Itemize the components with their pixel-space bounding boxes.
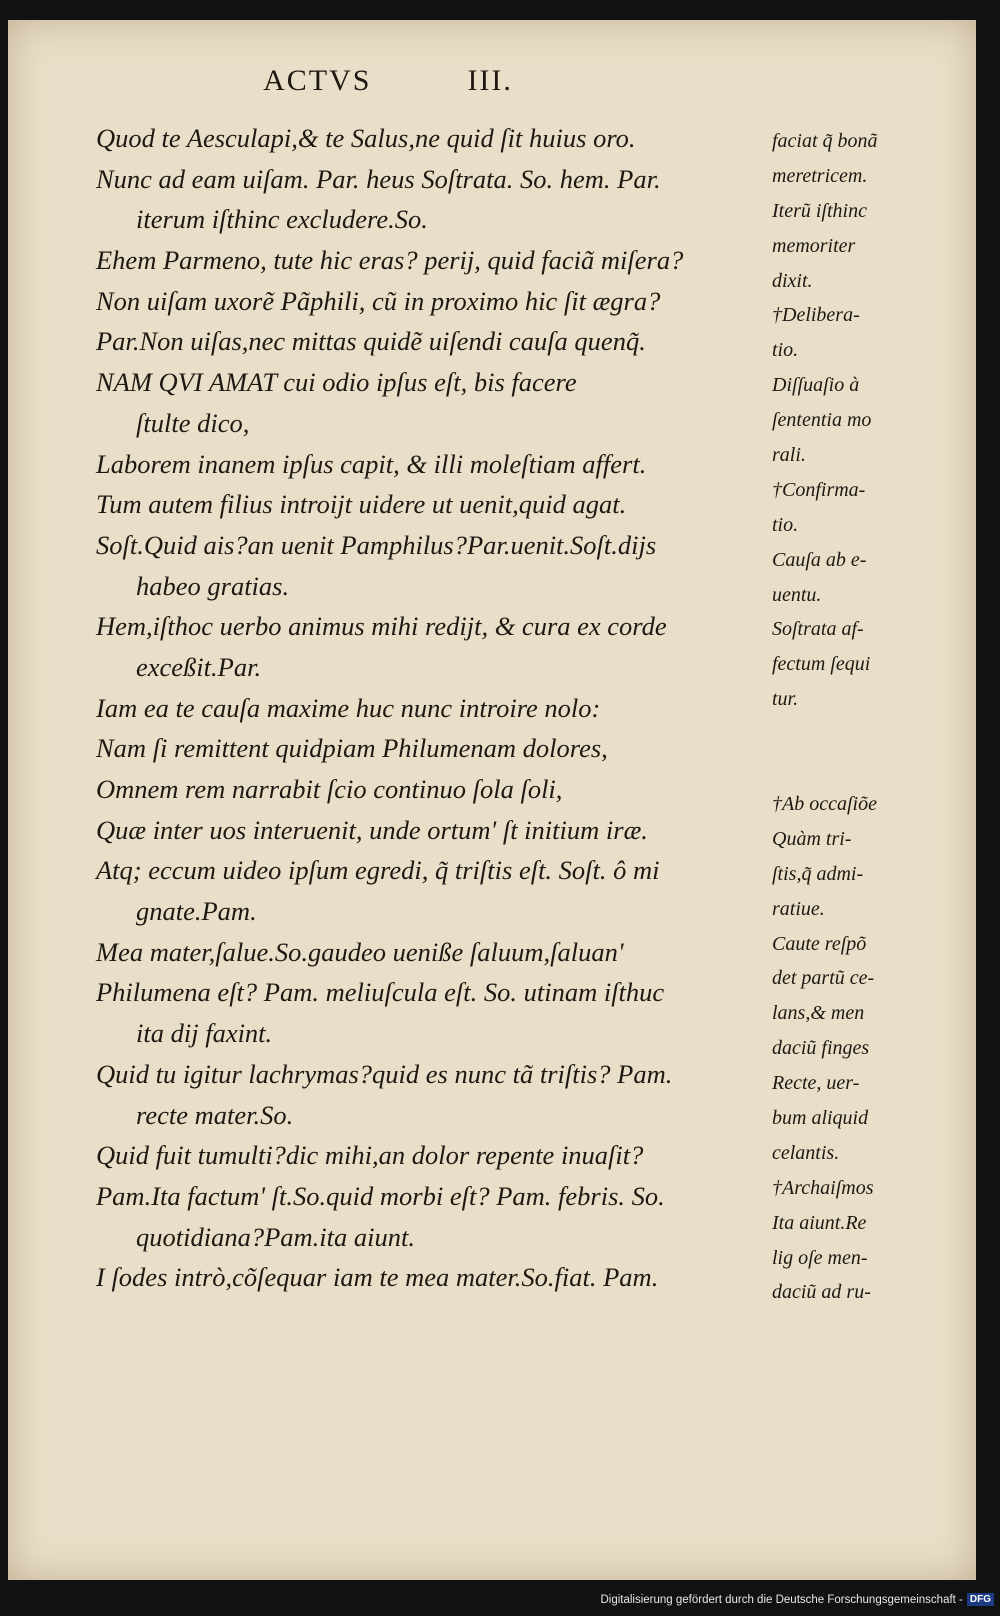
text-line: I ſodes intrò,cõſequar iam te mea mater.So.fiat. Pam. [96,1262,659,1293]
text-line: Mea mater,ſalue.So.gaudeo ueniße ſaluum,ſaluan' [96,936,624,967]
marginal-note-line: uentu. [772,583,822,606]
book-page [8,20,976,1580]
marginal-note-line: Iterũ iſthinc [772,199,867,222]
text-line: Quid fuit tumulti?dic mihi,an dolor repente inuaſit? [96,1140,644,1171]
text-line: Nunc ad eam uiſam. Par. heus Soſtrata. So. hem. Par. [96,163,661,194]
text-line: Ehem Parmeno, tute hic eras? perij, quid faciã miſera? [96,245,684,276]
marginal-note-line: lans,& men [772,1002,865,1025]
marginal-note-line: det partũ ce- [772,967,875,990]
marginal-notes-column [772,124,968,1310]
marginal-note-line: faciat q̃ bonã [772,130,878,152]
text-line: Soſt.Quid ais?an uenit Pamphilus?Par.uenit.Soſt.dijs [96,529,657,560]
marginal-note-line: tio. [772,339,799,362]
marginal-note-line: Ita aiunt.Re [772,1211,867,1234]
text-line: quotidiana?Pam.ita aiunt. [136,1221,415,1252]
marginal-note-line: ſententia mo [772,409,872,432]
text-line: Hem,iſthoc uerbo animus mihi redijt, & cura ex corde [96,611,667,642]
text-line: gnate.Pam. [136,896,257,927]
marginal-note-line [772,717,968,787]
marginal-note-line: daciũ finges [772,1037,870,1060]
marginal-note-line: Caute reſpõ [772,932,867,955]
text-line: Pam.Ita factum' ſt.So.quid morbi eſt? Pam. febris. So. [96,1180,665,1211]
text-line: ita dij faxint. [136,1018,273,1049]
text-line: Philumena eſt? Pam. meliuſcula eſt. So. utinam iſthuc [96,977,665,1008]
marginal-note-line: rali. [772,444,806,467]
marginal-note-line: Diſſuaſio à [772,374,860,397]
text-line: ſtulte dico, [136,407,250,438]
dfg-logo: DFG [967,1593,994,1606]
text-line: Iam ea te cauſa maxime huc nunc introire nolo: [96,692,601,723]
marginal-note-line: †Ab occaſiõe [772,792,877,815]
marginal-note-line: daciũ ad ru- [772,1281,871,1304]
text-line: Non uiſam uxorẽ Pãphili, cũ in proximo hic ſit ægra? [96,285,661,316]
marginal-note-line: fectum ſequi [772,653,871,676]
marginal-note-line: meretricem. [772,164,868,187]
text-line: iterum iſthinc excludere.So. [136,204,428,235]
text-line: recte mater.So. [136,1099,294,1130]
footer-credit: Digitalisierung gefördert durch die Deutsche Forschungsgemeinschaft - [600,1594,963,1606]
text-line: Quid tu igitur lachrymas?quid es nunc tã triſtis? Pam. [96,1058,673,1089]
marginal-note-line: lig oſe men- [772,1246,868,1269]
running-head-number: III. [467,64,513,97]
marginal-note-line: Recte, uer- [772,1072,860,1095]
text-line: Nam ſi remittent quidpiam Philumenam dolores, [96,733,608,764]
digitization-footer [0,1592,994,1608]
text-line: Quæ inter uos interuenit, unde ortum' ſt initium iræ. [96,814,648,845]
text-line: Omnem rem narrabit ſcio continuo ſola ſoli, [96,774,563,804]
text-line: exceßit.Par. [136,651,262,682]
marginal-note-line: Quàm tri- [772,827,852,850]
marginal-note-line: tur. [772,688,799,711]
marginal-note-line: †Archaiſmos [772,1176,874,1199]
text-line: Par.Non uiſas,nec mittas quidẽ uiſendi cauſa quenq̃. [96,326,646,357]
marginal-note-line: dixit. [772,269,813,292]
marginal-note-line: bum aliquid [772,1106,869,1129]
marginal-note-line: ratiue. [772,897,825,920]
marginal-note-line: Cauſa ab e- [772,548,867,571]
text-line: Atq; eccum uideo ipſum egredi, q̃ triſtis eſt. Soſt. ô mi [96,855,660,886]
marginal-note-line: †Delibera- [772,304,860,327]
running-head-act: ACTVS [263,64,372,97]
marginal-note-line: †Confirma- [772,478,866,501]
running-head [8,64,768,98]
text-line: Quod te Aesculapi,& te Salus,ne quid ſit huius oro. [96,123,636,153]
text-line: NAM QVI AMAT cui odio ipſus eſt, bis facere [96,367,577,398]
marginal-note-line: memoriter [772,234,856,257]
marginal-note-line: ſtis,q̃ admi- [772,862,864,885]
main-text-column [96,118,786,1298]
text-line: Tum autem filius introijt uidere ut uenit,quid agat. [96,489,627,520]
marginal-note-line: Soſtrata af- [772,618,864,641]
marginal-note-line: celantis. [772,1141,840,1164]
marginal-note-line: tio. [772,513,799,536]
text-line: Laborem inanem ipſus capit, & illi moleſtiam affert. [96,448,647,479]
text-line: habeo gratias. [136,570,290,601]
